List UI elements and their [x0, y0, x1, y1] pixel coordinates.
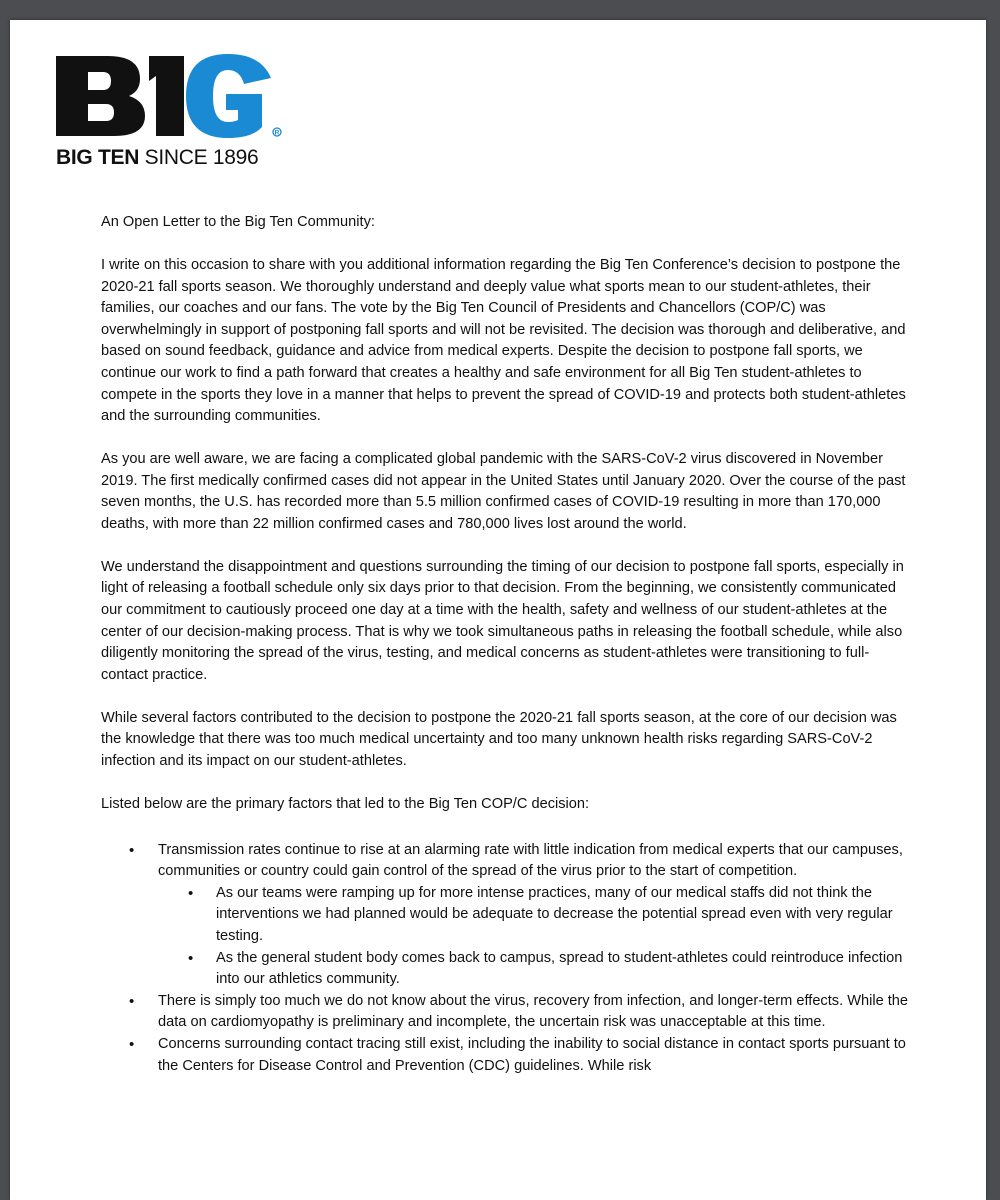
- list-item: [101, 1034, 911, 1077]
- list-item-text: Transmission rates continue to rise at an alarming rate with little indication from medical experts that our campuses, communities or country could gain control of the spread of the virus prior to the start of competition.: [158, 841, 903, 880]
- list-item: [101, 991, 911, 1034]
- sub-list-item: • As the general student body comes back to campus, spread to student-athletes could reintroduce infection into our athletics community.: [158, 948, 911, 991]
- list-item-text: Concerns surrounding contact tracing still exist, including the inability to social distance in contact sports pursuant to the Centers for Disease Control and Prevention (CDC) guidelines. While risk: [158, 1035, 906, 1074]
- paragraph: As you are well aware, we are facing a complicated global pandemic with the SARS-CoV-2 virus discovered in November 2019. The first medically confirmed cases did not appear in the United States until January 2020. Over the course of the past seven months, the U.S. has recorded more than 5.5 million confirmed cases of COVID-19 resulting in more than 170,000 deaths, with more than 22 million confirmed cases and 780,000 lives lost around the world.: [101, 451, 906, 532]
- paragraph: We understand the disappointment and questions surrounding the timing of our decision to postpone fall sports, especially in light of releasing a football schedule only six days prior to that decision. From the beginning, we consistently communicated our commitment to cautiously proceed one day at a time with the health, safety and wellness of our student-athletes at the center of our decision-making process. That is why we took simultaneous paths in releasing the football schedule, while also diligently monitoring the spread of the virus, testing, and medical concerns as student-athletes were transitioning to full-contact practice.: [101, 558, 904, 683]
- document-page: [10, 20, 986, 1200]
- logo-tagline: [56, 146, 258, 170]
- paragraph: I write on this occasion to share with you additional information regarding the Big Ten Conference’s decision to postpone the 2020-21 fall sports season. We thoroughly understand and deeply value what sports mean to our student-athletes, their families, our coaches and our fans. The vote by the Big Ten Council of Presidents and Chancellors (COP/C) was overwhelmingly in support of postponing fall sports and will not be revisited. The decision was thorough and deliberative, and based on sound feedback, guidance and advice from medical experts. Despite the decision to postpone fall sports, we continue our work to find a path forward that creates a healthy and safe environment for all Big Ten student-athletes to compete in the sports they love in a manner that helps to prevent the spread of COVID-19 and protects both student-athletes and the surrounding communities.: [101, 256, 906, 425]
- tagline-regular: SINCE 1896: [139, 146, 259, 169]
- sub-list: [158, 883, 911, 991]
- sub-list-item: • As our teams were ramping up for more intense practices, many of our medical staffs did not think the interventions we had planned would be adequate to decrease the potential spread even with very regular testing.: [158, 883, 911, 948]
- list-item: [101, 840, 911, 991]
- paragraph: While several factors contributed to the decision to postpone the 2020-21 fall sports season, at the core of our decision was the knowledge that there was too much medical uncertainty and too many unknown health risks regarding SARS-CoV-2 infection and its impact on our student-athletes.: [101, 709, 897, 770]
- factors-list: [101, 840, 911, 1078]
- list-item-text: There is simply too much we do not know about the virus, recovery from infection, and longer-term effects. While the data on cardiomyopathy is preliminary and incomplete, the uncertain risk was unacceptable at this time.: [158, 992, 909, 1031]
- paragraph: Listed below are the primary factors that led to the Big Ten COP/C decision:: [101, 796, 590, 813]
- salutation: An Open Letter to the Big Ten Community:: [101, 214, 375, 230]
- svg-text:R: R: [274, 129, 280, 137]
- tagline-bold: BIG TEN: [56, 146, 140, 169]
- letter-body: [101, 212, 911, 1077]
